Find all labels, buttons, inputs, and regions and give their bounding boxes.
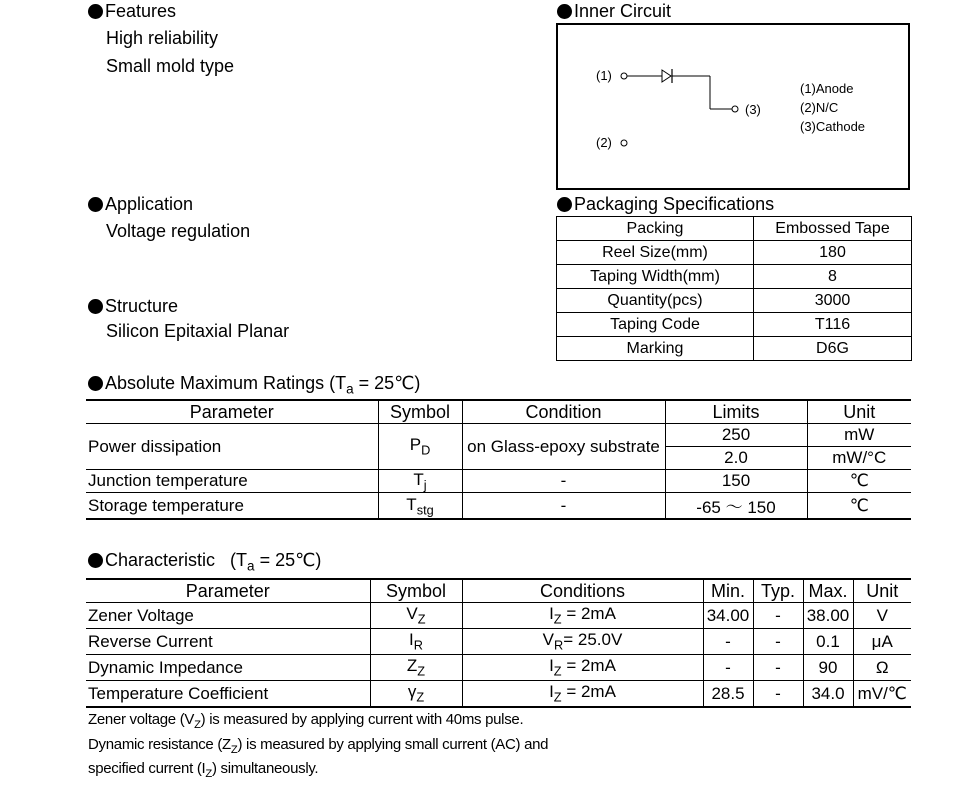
unit-cell: mV/℃ bbox=[853, 681, 911, 708]
bullet-icon bbox=[88, 553, 103, 568]
col-header: Unit bbox=[853, 579, 911, 603]
param-cell: Power dissipation bbox=[86, 424, 378, 470]
col-header: Max. bbox=[803, 579, 853, 603]
table-row bbox=[557, 217, 912, 241]
feature-item: High reliability bbox=[106, 28, 219, 48]
abs-max-heading bbox=[88, 373, 420, 397]
col-header: Typ. bbox=[753, 579, 803, 603]
circuit-schematic bbox=[558, 25, 912, 192]
limits-cell: 250 bbox=[665, 424, 807, 447]
param-cell: Reverse Current bbox=[86, 629, 370, 655]
col-header: Parameter bbox=[86, 579, 370, 603]
abs-max-cond: ($T_a$ = 25℃) bbox=[329, 373, 421, 397]
typ-cell: - bbox=[753, 681, 803, 708]
packaging-value: 3000 bbox=[754, 289, 912, 313]
table-row bbox=[86, 493, 911, 520]
min-cell: - bbox=[703, 629, 753, 655]
pin-label-1: (1) bbox=[596, 68, 612, 83]
table-row bbox=[557, 337, 912, 361]
condition-cell: on Glass-epoxy substrate bbox=[462, 424, 665, 470]
bullet-icon bbox=[88, 299, 103, 314]
unit-cell: mW/°C bbox=[807, 447, 911, 470]
typ-cell: - bbox=[753, 629, 803, 655]
packaging-label: Packing bbox=[557, 217, 754, 241]
packaging-label: Reel Size(mm) bbox=[557, 241, 754, 265]
condition-cell: - bbox=[462, 493, 665, 520]
typ-cell: - bbox=[753, 603, 803, 629]
table-row bbox=[557, 289, 912, 313]
pin-label-2: (2) bbox=[596, 135, 612, 150]
symbol-cell: $I_R$ bbox=[370, 629, 462, 655]
table-row bbox=[557, 313, 912, 337]
typ-cell: - bbox=[753, 655, 803, 681]
col-header: Limits bbox=[665, 400, 807, 424]
symbol-cell: $Z_Z$ bbox=[370, 655, 462, 681]
packaging-label: Quantity(pcs) bbox=[557, 289, 754, 313]
characteristic-cond: ($T_a$ = 25℃) bbox=[230, 550, 322, 574]
table-header-row bbox=[86, 579, 911, 603]
limits-cell: 2.0 bbox=[665, 447, 807, 470]
packaging-heading-text: Packaging Specifications bbox=[574, 194, 775, 214]
inner-circuit-heading-text: Inner Circuit bbox=[574, 1, 672, 21]
pin-label-3: (3) bbox=[745, 102, 761, 117]
table-row bbox=[86, 470, 911, 493]
diode-icon bbox=[662, 70, 671, 82]
table-header-row bbox=[86, 400, 911, 424]
min-cell: 28.5 bbox=[703, 681, 753, 708]
packaging-heading bbox=[557, 194, 774, 215]
col-header: Unit bbox=[807, 400, 911, 424]
col-header: Symbol bbox=[378, 400, 462, 424]
characteristic-table bbox=[86, 578, 911, 708]
structure-heading-text: Structure bbox=[105, 296, 179, 316]
symbol-cell: $T_{stg}$ bbox=[378, 493, 462, 520]
packaging-value: 180 bbox=[754, 241, 912, 265]
structure-item: Silicon Epitaxial Planar bbox=[106, 321, 290, 341]
table-row bbox=[557, 241, 912, 265]
unit-cell: mW bbox=[807, 424, 911, 447]
features-heading-text: Features bbox=[105, 1, 177, 21]
conditions-cell: $I_Z = 2mA$ bbox=[462, 603, 703, 629]
symbol-cell: $V_Z$ bbox=[370, 603, 462, 629]
packaging-label: Taping Width(mm) bbox=[557, 265, 754, 289]
table-row bbox=[86, 681, 911, 708]
symbol-cell: $P_D$ bbox=[378, 424, 462, 470]
param-cell: Zener Voltage bbox=[86, 603, 370, 629]
conditions-cell: $V_R= 25.0V$ bbox=[462, 629, 703, 655]
max-cell: 34.0 bbox=[803, 681, 853, 708]
table-row bbox=[86, 424, 911, 447]
param-cell: Storage temperature bbox=[86, 493, 378, 520]
bullet-icon bbox=[557, 4, 572, 19]
note-dynamic-resistance: Dynamic resistance $(Z_Z)$ is measured by applying small current (AC) and bbox=[88, 736, 549, 756]
legend-anode: (1)Anode bbox=[800, 81, 854, 96]
application-heading bbox=[88, 194, 193, 215]
legend-cathode: (3)Cathode bbox=[800, 119, 866, 134]
characteristic-heading-text: Characteristic bbox=[105, 550, 216, 570]
note-specified-current: specified current $(I_Z)$ simultaneously. bbox=[88, 760, 319, 780]
note-zener-voltage: Zener voltage $(V_Z)$ is measured by applying current with 40ms pulse. bbox=[88, 711, 524, 731]
packaging-value: D6G bbox=[754, 337, 912, 361]
packaging-label: Taping Code bbox=[557, 313, 754, 337]
symbol-cell: $T_j$ bbox=[378, 470, 462, 493]
col-header: Parameter bbox=[86, 400, 378, 424]
min-cell: 34.00 bbox=[703, 603, 753, 629]
unit-cell: ℃ bbox=[807, 493, 911, 520]
table-row bbox=[86, 603, 911, 629]
unit-cell: V bbox=[853, 603, 911, 629]
symbol-cell: $\gamma_Z$ bbox=[370, 681, 462, 708]
col-header: Conditions bbox=[462, 579, 703, 603]
characteristic-heading bbox=[88, 550, 321, 574]
unit-cell: μA bbox=[853, 629, 911, 655]
condition-cell: - bbox=[462, 470, 665, 493]
limits-cell: 150 bbox=[665, 470, 807, 493]
packaging-value: T116 bbox=[754, 313, 912, 337]
bullet-icon bbox=[557, 197, 572, 212]
structure-heading bbox=[88, 296, 178, 317]
application-item: Voltage regulation bbox=[106, 221, 251, 241]
abs-max-heading-text: Absolute Maximum Ratings bbox=[105, 373, 325, 393]
max-cell: 90 bbox=[803, 655, 853, 681]
feature-item: Small mold type bbox=[106, 56, 235, 76]
min-cell: - bbox=[703, 655, 753, 681]
packaging-table bbox=[556, 216, 912, 361]
conditions-cell: $I_Z = 2mA$ bbox=[462, 681, 703, 708]
unit-cell: ℃ bbox=[807, 470, 911, 493]
inner-circuit-diagram bbox=[556, 23, 910, 190]
packaging-value: 8 bbox=[754, 265, 912, 289]
param-cell: Dynamic Impedance bbox=[86, 655, 370, 681]
max-cell: 38.00 bbox=[803, 603, 853, 629]
application-heading-text: Application bbox=[105, 194, 194, 214]
packaging-value: Embossed Tape bbox=[754, 217, 912, 241]
param-cell: Temperature Coefficient bbox=[86, 681, 370, 708]
limits-cell: -65 ～ 150 bbox=[665, 493, 807, 520]
table-row bbox=[86, 629, 911, 655]
bullet-icon bbox=[88, 197, 103, 212]
features-heading bbox=[88, 1, 176, 22]
table-row bbox=[86, 655, 911, 681]
abs-max-table bbox=[86, 399, 911, 520]
unit-cell: Ω bbox=[853, 655, 911, 681]
max-cell: 0.1 bbox=[803, 629, 853, 655]
packaging-label: Marking bbox=[557, 337, 754, 361]
bullet-icon bbox=[88, 4, 103, 19]
bullet-icon bbox=[88, 376, 103, 391]
param-cell: Junction temperature bbox=[86, 470, 378, 493]
table-row bbox=[557, 265, 912, 289]
inner-circuit-heading bbox=[557, 1, 671, 22]
col-header: Min. bbox=[703, 579, 753, 603]
col-header: Symbol bbox=[370, 579, 462, 603]
legend-nc: (2)N/C bbox=[800, 100, 839, 115]
conditions-cell: $I_Z = 2mA$ bbox=[462, 655, 703, 681]
col-header: Condition bbox=[462, 400, 665, 424]
